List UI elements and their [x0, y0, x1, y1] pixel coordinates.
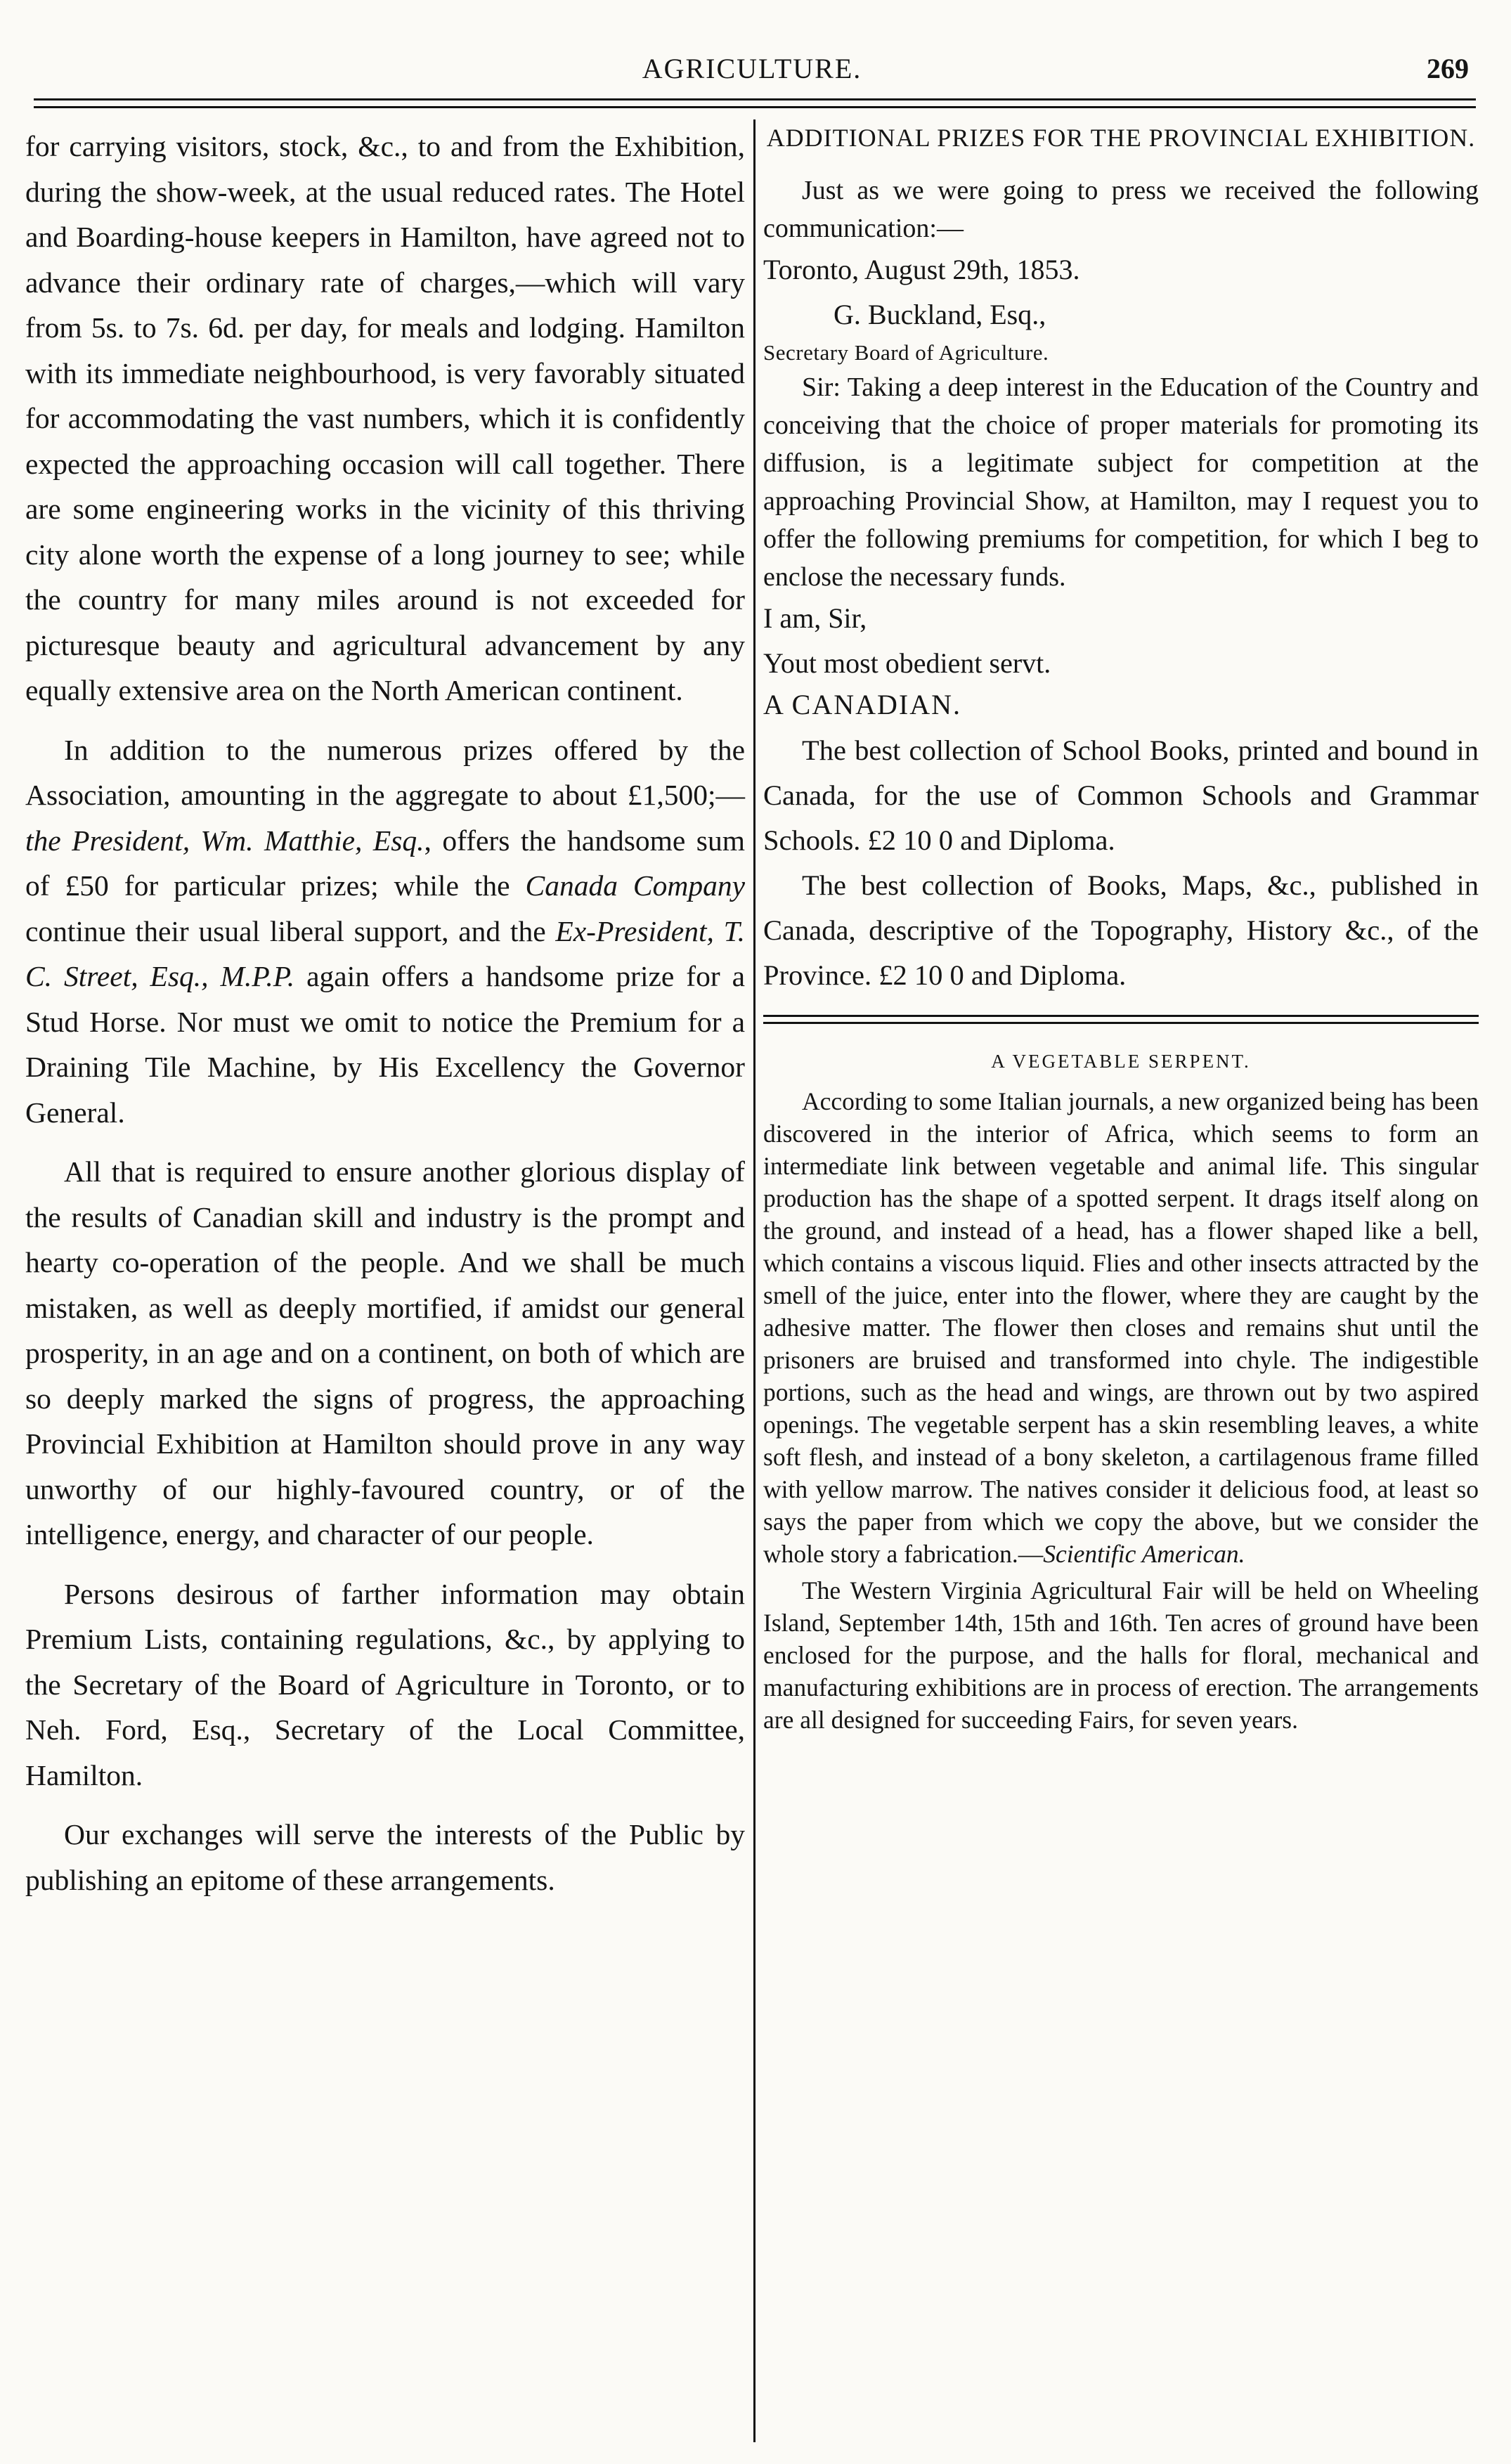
article-paragraph: The Western Virginia Agricultural Fair will be held on Wheeling Island, September 14th, 15th and 16th. Ten acres of ground have been enclosed for the purpose, and the halls for floral, mechanical and manufacturing exhibitions are in process of erection. The arrangements are all designed for succeeding Fairs, for seven years.: [763, 1576, 1479, 1734]
addressee: G. Buckland, Esq.,: [834, 299, 1046, 330]
article-paragraph: According to some Italian journals, a new organized being has been discovered in the interior of Africa, which seems to form an intermediate link between vegetable and animal life. This singular production has the shape of a spotted serpent. It drags itself along on the ground, and instead of a head, has a flower shaped like a bell, which contains a viscous liquid. Flies and other insects attracted by the smell of the juice, enter into the flower, where they are caught by the adhesive matter. The flower then closes and remains shut until the prisoners are bruised and transformed into chyle. The indigestible portions, such as the head and wings, are thrown out by two aspired openings. The vegetable serpent has a skin resembling leaves, a white soft flesh, and instead of a bony skeleton, a cartilagenous frame filled with yellow marrow. The natives consider it delicious food, at least so says the paper from which we copy the above, but we consider the whole story a fabrication.—Scientific American.: [763, 1087, 1479, 1568]
right-column: [763, 124, 1479, 1736]
letter-closing: I am, Sir,: [763, 602, 867, 634]
page-header: [28, 52, 1476, 97]
paragraph: Our exchanges will serve the interests of the Public by publishing an epitome of these arrangements.: [25, 1818, 745, 1896]
paragraph: for carrying visitors, stock, &c., to and from the Exhibition, during the show-week, at the usual reduced rates. The Hotel and Boarding-house keepers in Hamilton, have agreed not to advance their ordinary rate of charges,—which will vary from 5s. to 7s. 6d. per day, for meals and lodging. Hamilton with its immediate neighbourhood, is very favorably situated for accommodating the vast numbers, which it is confidently expected the approaching occasion will call together. There are some engineering works in the vicinity of this thriving city alone worth the expense of a long journey to see; while the country for many miles around is not exceeded for picturesque beauty and agricultural advancement by any equally extensive area on the North American continent.: [25, 130, 745, 706]
header-rule: [34, 98, 1476, 100]
section-rule-lower: [763, 1022, 1479, 1024]
header-rule-lower: [34, 106, 1476, 108]
letter-signature: A CANADIAN.: [763, 689, 961, 720]
running-head: AGRICULTURE.: [642, 53, 862, 84]
left-column: [25, 124, 745, 1902]
column-rule: [753, 119, 756, 2442]
addressee-title: Secretary Board of Agriculture.: [763, 340, 1049, 365]
prize-item: The best collection of Books, Maps, &c., published in Canada, descriptive of the Topography, History &c., of the Province. £2 10 0 and Diploma.: [763, 869, 1479, 991]
page-number: 269: [1427, 53, 1469, 84]
dateline: Toronto, August 29th, 1853.: [763, 254, 1080, 285]
paragraph: Persons desirous of farther information may obtain Premium Lists, containing regulations, &c., by applying to the Secretary of the Board of Agriculture in Toronto, or to Neh. Ford, Esq., Secretary of the Local Committee, Hamilton.: [25, 1577, 745, 1791]
letter-closing: Yout most obedient servt.: [763, 647, 1051, 679]
intro-paragraph: Just as we were going to press we received the following communication:—: [763, 176, 1479, 243]
article-title: ADDITIONAL PRIZES FOR THE PROVINCIAL EXHIBITION.: [766, 124, 1476, 152]
article-title: A VEGETABLE SERPENT.: [991, 1051, 1251, 1072]
paragraph: All that is required to ensure another glorious display of the results of Canadian skill and industry is the prompt and hearty co-operation of the people. And we shall be much mistaken, as well as deeply mortified, if amidst our general prosperity, in an age and on a continent, on both of which are so deeply marked the signs of progress, the approaching Provincial Exhibition at Hamilton should prove in any way unworthy of our highly-favoured country, or of the intelligence, energy, and character of our people.: [25, 1155, 745, 1550]
paragraph: In addition to the numerous prizes offered by the Association, amounting in the aggregate to about £1,500;—the President, Wm. Matthie, Esq., offers the handsome sum of £50 for particular prizes; while the Canada Company continue their usual liberal support, and the Ex-President, T. C. Street, Esq., M.P.P. again offers a handsome prize for a Stud Horse. Nor must we omit to notice the Premium for a Draining Tile Machine, by His Excellency the Governor General.: [25, 733, 746, 1129]
letter-body: Sir: Taking a deep interest in the Education of the Country and conceiving that the choice of proper materials for promoting its diffusion, is a legitimate subject for competition at the approaching Provincial Show, at Hamilton, may I request you to offer the following premiums for competition, for which I beg to enclose the necessary funds.: [763, 372, 1479, 592]
prize-item: The best collection of School Books, printed and bound in Canada, for the use of Common Schools and Grammar Schools. £2 10 0 and Diploma.: [763, 734, 1479, 856]
section-rule: [763, 1015, 1479, 1017]
